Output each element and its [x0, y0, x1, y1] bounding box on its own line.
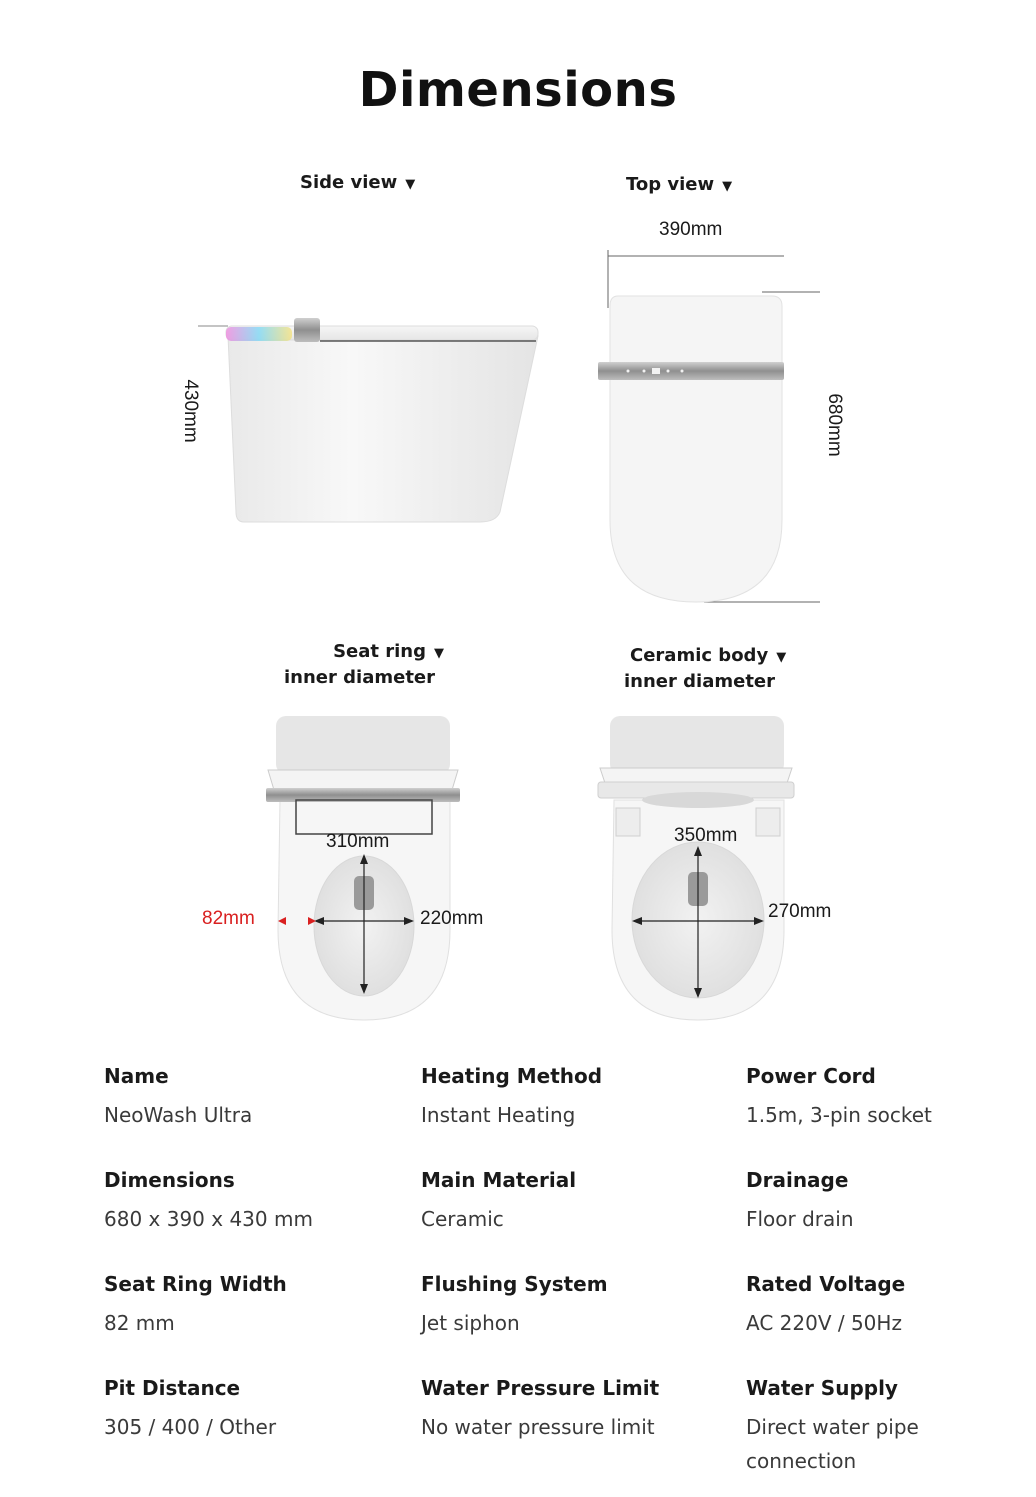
- spec-value: Jet siphon: [421, 1311, 520, 1335]
- spec-value: 680 x 390 x 430 mm: [104, 1207, 313, 1231]
- spec-key: Flushing System: [421, 1272, 608, 1296]
- seat-ring-label: Seat ring ▼ inner diameter: [284, 641, 444, 688]
- spec-key: Drainage: [746, 1168, 849, 1192]
- spec-value: Instant Heating: [421, 1103, 576, 1127]
- ceramic-width-value: 270mm: [768, 901, 832, 922]
- spec-value: No water pressure limit: [421, 1415, 655, 1439]
- spec-key: Power Cord: [746, 1064, 876, 1088]
- ceramic-body-label: Ceramic body ▼ inner diameter: [624, 645, 787, 692]
- spec-water-pressure-limit: [421, 1376, 711, 1444]
- spec-value: Direct water pipe connection: [746, 1415, 919, 1473]
- spec-key: Heating Method: [421, 1064, 603, 1088]
- spec-rated-voltage: [746, 1272, 1036, 1340]
- spec-value: Floor drain: [746, 1207, 854, 1231]
- spec-water-supply: [746, 1376, 956, 1478]
- ceramic-length-value: 350mm: [674, 825, 738, 846]
- spec-name: [104, 1064, 394, 1132]
- side-view-label: Side view ▼: [300, 172, 416, 193]
- spec-heating-method: [421, 1064, 711, 1132]
- spec-value: AC 220V / 50Hz: [746, 1311, 902, 1335]
- spec-power-cord: [746, 1064, 1036, 1132]
- top-view-drawing: [598, 250, 820, 602]
- top-width-value: 390mm: [659, 219, 723, 240]
- top-length-value: 680mm: [824, 393, 845, 457]
- top-view-label: Top view ▼: [626, 174, 733, 195]
- spec-flushing-system: [421, 1272, 711, 1340]
- spec-value: Ceramic: [421, 1207, 504, 1231]
- seat-ring-width-value: 82mm: [202, 908, 255, 929]
- spec-key: Pit Distance: [104, 1376, 241, 1400]
- seat-ring-drawing: [266, 716, 460, 1020]
- seat-width-value: 220mm: [420, 908, 484, 929]
- side-view-drawing: [198, 318, 538, 522]
- spec-key: Rated Voltage: [746, 1272, 906, 1296]
- spec-drainage: [746, 1168, 1036, 1236]
- spec-key: Name: [104, 1064, 169, 1088]
- spec-key: Main Material: [421, 1168, 577, 1192]
- ceramic-body-drawing: [598, 716, 794, 1020]
- spec-pit-distance: [104, 1376, 394, 1444]
- side-height-value: 430mm: [180, 379, 201, 443]
- spec-key: Water Supply: [746, 1376, 898, 1400]
- spec-value: 82 mm: [104, 1311, 175, 1335]
- spec-value: NeoWash Ultra: [104, 1103, 253, 1127]
- spec-value: 1.5m, 3-pin socket: [746, 1103, 932, 1127]
- spec-value: 305 / 400 / Other: [104, 1415, 277, 1439]
- spec-key: Seat Ring Width: [104, 1272, 287, 1296]
- spec-key: Dimensions: [104, 1168, 235, 1192]
- spec-seat-ring-width: [104, 1272, 394, 1340]
- page-title: Dimensions: [358, 62, 678, 118]
- seat-length-value: 310mm: [326, 831, 390, 852]
- spec-key: Water Pressure Limit: [421, 1376, 660, 1400]
- spec-main-material: [421, 1168, 711, 1236]
- spec-dimensions: [104, 1168, 394, 1236]
